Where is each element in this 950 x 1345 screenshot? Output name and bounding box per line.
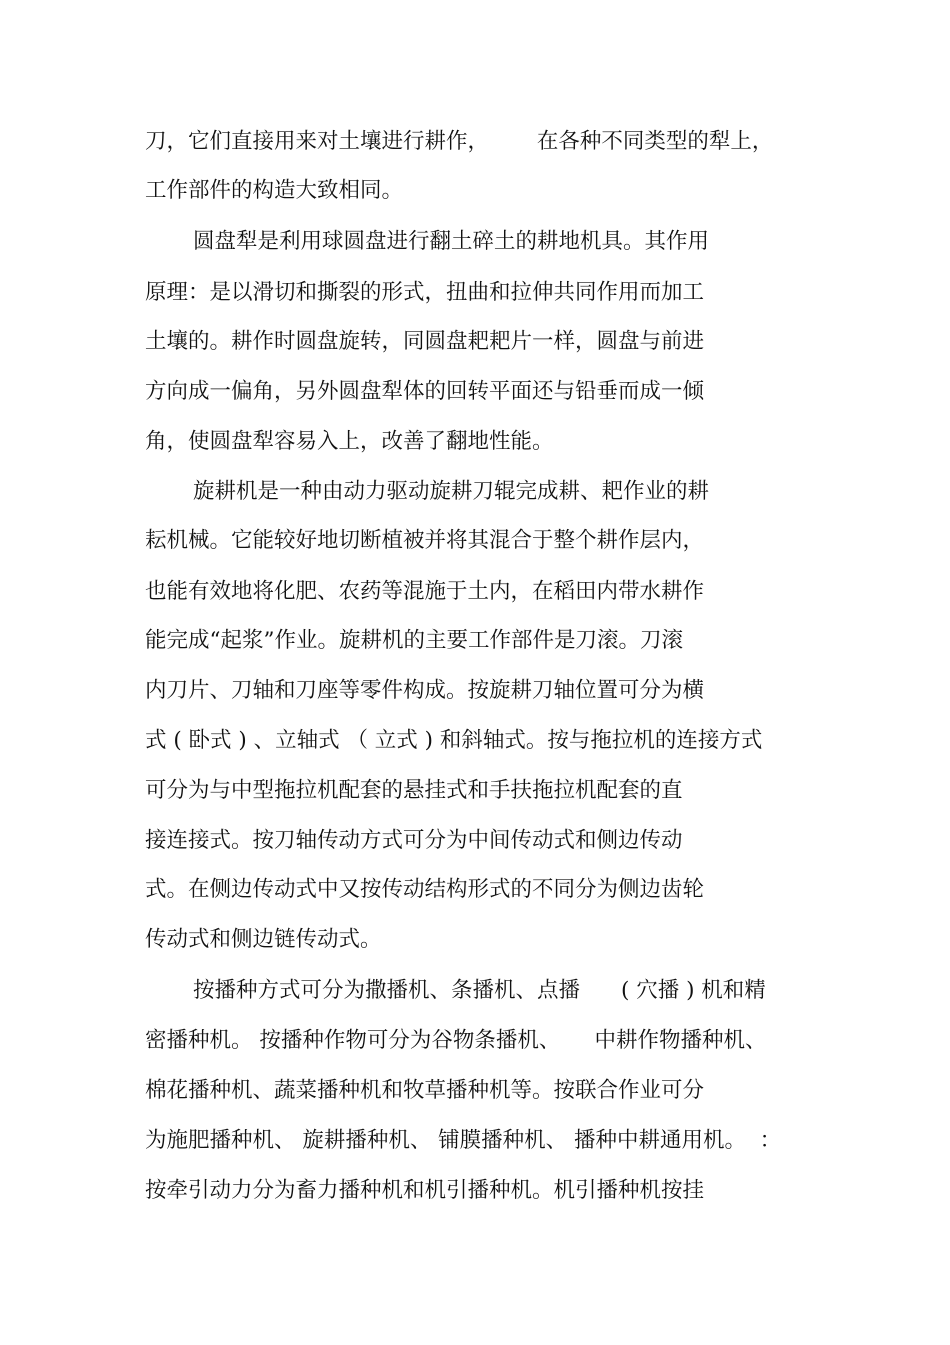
text-line: 接连接式。按刀轴传动方式可分为中间传动式和侧边传动 bbox=[145, 828, 683, 853]
text-line: 内刀片、刀轴和刀座等零件构成。按旋耕刀轴位置可分为横 bbox=[145, 678, 705, 703]
paragraph-first-line: 旋耕机是一种由动力驱动旋耕刀辊完成耕、耙作业的耕 bbox=[193, 479, 710, 504]
text-line: 密播种机。 按播种作物可分为谷物条播机、 中耕作物播种机、 bbox=[145, 1028, 767, 1053]
text-line: 角，使圆盘犁容易入上，改善了翻地性能。 bbox=[145, 429, 554, 454]
text-line: 能完成“起浆”作业。旋耕机的主要工作部件是刀滚。刀滚 bbox=[145, 628, 683, 653]
text-line: 刀，它们直接用来对土壤进行耕作， 在各种不同类型的犁上， bbox=[145, 129, 774, 154]
text-line: 传动式和侧边链传动式。 bbox=[145, 927, 382, 952]
text-line: 式。在侧边传动式中又按传动结构形式的不同分为侧边齿轮 bbox=[145, 877, 705, 902]
paragraph-first-line: 按播种方式可分为撒播机、条播机、点播 ( 穴播 ) 机和精 bbox=[193, 978, 766, 1003]
text-line: 也能有效地将化肥、农药等混施于土内，在稻田内带水耕作 bbox=[145, 579, 705, 604]
text-line: 方向成一偏角，另外圆盘犁体的回转平面还与铅垂而成一倾 bbox=[145, 379, 705, 404]
text-line: 为施肥播种机、 旋耕播种机、 铺膜播种机、 播种中耕通用机。 ： bbox=[145, 1128, 782, 1153]
text-line: 可分为与中型拖拉机配套的悬挂式和手扶拖拉机配套的直 bbox=[145, 778, 683, 803]
paragraph-first-line: 圆盘犁是利用球圆盘进行翻土碎土的耕地机具。其作用 bbox=[193, 229, 710, 254]
text-line: 棉花播种机、蔬菜播种机和牧草播种机等。按联合作业可分 bbox=[145, 1078, 705, 1103]
text-line: 式 ( 卧式 ) 、立轴式 （ 立式 ) 和斜轴式。按与拖拉机的连接方式 bbox=[145, 728, 763, 753]
text-line: 原理：是以滑切和撕裂的形式，扭曲和拉伸共同作用而加工 bbox=[145, 280, 705, 305]
text-line: 土壤的。耕作时圆盘旋转，同圆盘耙耙片一样，圆盘与前进 bbox=[145, 329, 705, 354]
text-line: 工作部件的构造大致相同。 bbox=[145, 178, 404, 203]
text-line: 按牵引动力分为畜力播种机和机引播种机。机引播种机按挂 bbox=[145, 1178, 705, 1203]
text-line: 耘机械。它能较好地切断植被并将其混合于整个耕作层内， bbox=[145, 528, 705, 553]
